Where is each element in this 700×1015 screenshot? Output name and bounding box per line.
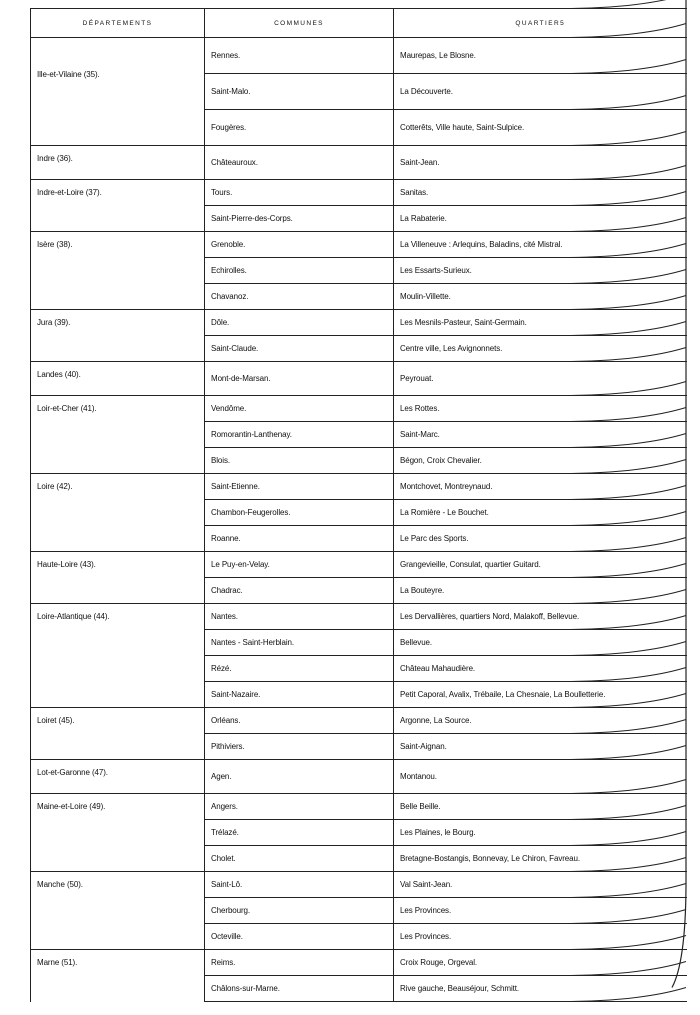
quartiers-cell: Les Provinces. bbox=[394, 898, 687, 924]
quartiers-cell: La Villeneuve : Arlequins, Baladins, cité Mistral. bbox=[394, 232, 687, 258]
commune-cell: Nantes. bbox=[205, 604, 394, 630]
commune-cell: Cherbourg. bbox=[205, 898, 394, 924]
quartiers-cell: Les Dervallières, quartiers Nord, Malakoff, Bellevue. bbox=[394, 604, 687, 630]
table-row bbox=[31, 474, 687, 500]
quartiers-cell: Grangevieille, Consulat, quartier Guitard. bbox=[394, 552, 687, 578]
document-page bbox=[30, 8, 687, 1002]
departement-cell: Loire-Atlantique (44). bbox=[31, 604, 205, 708]
quartiers-cell: Bellevue. bbox=[394, 630, 687, 656]
quartiers-table bbox=[30, 8, 687, 1002]
commune-cell: Echirolles. bbox=[205, 258, 394, 284]
commune-cell: Grenoble. bbox=[205, 232, 394, 258]
table-row bbox=[31, 232, 687, 258]
quartiers-cell: Les Provinces. bbox=[394, 924, 687, 950]
table-row bbox=[31, 310, 687, 336]
quartiers-cell: Montanou. bbox=[394, 760, 687, 794]
quartiers-cell: Les Mesnils-Pasteur, Saint-Germain. bbox=[394, 310, 687, 336]
departement-cell: Haute-Loire (43). bbox=[31, 552, 205, 604]
commune-cell: Châteauroux. bbox=[205, 146, 394, 180]
commune-cell: Rennes. bbox=[205, 38, 394, 74]
departement-cell: Ille-et-Vilaine (35). bbox=[31, 38, 205, 146]
departement-cell: Maine-et-Loire (49). bbox=[31, 794, 205, 872]
quartiers-cell: Argonne, La Source. bbox=[394, 708, 687, 734]
quartiers-cell: Montchovet, Montreynaud. bbox=[394, 474, 687, 500]
commune-cell: Chadrac. bbox=[205, 578, 394, 604]
commune-cell: Romorantin-Lanthenay. bbox=[205, 422, 394, 448]
quartiers-cell: Bretagne-Bostangis, Bonnevay, Le Chiron, Favreau. bbox=[394, 846, 687, 872]
quartiers-cell: Croix Rouge, Orgeval. bbox=[394, 950, 687, 976]
table-row bbox=[31, 872, 687, 898]
departement-cell: Manche (50). bbox=[31, 872, 205, 950]
table-row bbox=[31, 760, 687, 794]
quartiers-cell: La Romière - Le Bouchet. bbox=[394, 500, 687, 526]
commune-cell: Cholet. bbox=[205, 846, 394, 872]
departement-cell: Loire (42). bbox=[31, 474, 205, 552]
quartiers-cell: Centre ville, Les Avignonnets. bbox=[394, 336, 687, 362]
commune-cell: Chavanoz. bbox=[205, 284, 394, 310]
departement-cell: Indre (36). bbox=[31, 146, 205, 180]
header-quartiers: QUARTIER5 bbox=[394, 9, 687, 38]
commune-cell: Le Puy-en-Velay. bbox=[205, 552, 394, 578]
commune-cell: Dôle. bbox=[205, 310, 394, 336]
commune-cell: Orléans. bbox=[205, 708, 394, 734]
table-row bbox=[31, 146, 687, 180]
departement-cell: Jura (39). bbox=[31, 310, 205, 362]
table-row bbox=[31, 604, 687, 630]
quartiers-cell: Saint-Marc. bbox=[394, 422, 687, 448]
header-communes: COMMUNES bbox=[205, 9, 394, 38]
commune-cell: Nantes - Saint-Herblain. bbox=[205, 630, 394, 656]
table-row bbox=[31, 396, 687, 422]
quartiers-cell: Peyrouat. bbox=[394, 362, 687, 396]
table-header-row bbox=[31, 9, 687, 38]
commune-cell: Saint-Lô. bbox=[205, 872, 394, 898]
quartiers-cell: Saint-Jean. bbox=[394, 146, 687, 180]
commune-cell: Fougères. bbox=[205, 110, 394, 146]
commune-cell: Octeville. bbox=[205, 924, 394, 950]
quartiers-cell: Val Saint-Jean. bbox=[394, 872, 687, 898]
table-row bbox=[31, 794, 687, 820]
quartiers-cell: Belle Beille. bbox=[394, 794, 687, 820]
table-row bbox=[31, 552, 687, 578]
quartiers-cell: La Rabaterie. bbox=[394, 206, 687, 232]
quartiers-cell: Les Rottes. bbox=[394, 396, 687, 422]
quartiers-cell: Le Parc des Sports. bbox=[394, 526, 687, 552]
quartiers-cell: Petit Caporal, Avalix, Trébaile, La Chesnaie, La Boulletterie. bbox=[394, 682, 687, 708]
commune-cell: Blois. bbox=[205, 448, 394, 474]
quartiers-cell: Sanitas. bbox=[394, 180, 687, 206]
commune-cell: Agen. bbox=[205, 760, 394, 794]
commune-cell: Angers. bbox=[205, 794, 394, 820]
commune-cell: Saint-Malo. bbox=[205, 74, 394, 110]
departement-cell: Marne (51). bbox=[31, 950, 205, 1002]
commune-cell: Rézé. bbox=[205, 656, 394, 682]
commune-cell: Tours. bbox=[205, 180, 394, 206]
quartiers-cell: Les Plaines, le Bourg. bbox=[394, 820, 687, 846]
table-body bbox=[31, 38, 687, 1002]
departement-cell: Landes (40). bbox=[31, 362, 205, 396]
commune-cell: Saint-Claude. bbox=[205, 336, 394, 362]
commune-cell: Vendôme. bbox=[205, 396, 394, 422]
table-row bbox=[31, 180, 687, 206]
quartiers-cell: Rive gauche, Beauséjour, Schmitt. bbox=[394, 976, 687, 1002]
table-row bbox=[31, 362, 687, 396]
departement-cell: Lot-et-Garonne (47). bbox=[31, 760, 205, 794]
commune-cell: Roanne. bbox=[205, 526, 394, 552]
table-row bbox=[31, 708, 687, 734]
commune-cell: Saint-Pierre-des-Corps. bbox=[205, 206, 394, 232]
commune-cell: Pithiviers. bbox=[205, 734, 394, 760]
table-row bbox=[31, 38, 687, 74]
quartiers-cell: La Bouteyre. bbox=[394, 578, 687, 604]
commune-cell: Saint-Etienne. bbox=[205, 474, 394, 500]
commune-cell: Reims. bbox=[205, 950, 394, 976]
quartiers-cell: Château Mahaudière. bbox=[394, 656, 687, 682]
quartiers-cell: Cotterêts, Ville haute, Saint-Sulpice. bbox=[394, 110, 687, 146]
header-departements: DÉPARTEMENTS bbox=[31, 9, 205, 38]
commune-cell: Châlons-sur-Marne. bbox=[205, 976, 394, 1002]
quartiers-cell: La Découverte. bbox=[394, 74, 687, 110]
commune-cell: Saint-Nazaire. bbox=[205, 682, 394, 708]
departement-cell: Loiret (45). bbox=[31, 708, 205, 760]
commune-cell: Chambon-Feugerolles. bbox=[205, 500, 394, 526]
departement-cell: Isère (38). bbox=[31, 232, 205, 310]
quartiers-cell: Les Essarts-Surieux. bbox=[394, 258, 687, 284]
table-row bbox=[31, 950, 687, 976]
departement-cell: Indre-et-Loire (37). bbox=[31, 180, 205, 232]
quartiers-cell: Bégon, Croix Chevalier. bbox=[394, 448, 687, 474]
commune-cell: Mont-de-Marsan. bbox=[205, 362, 394, 396]
quartiers-cell: Moulin-Villette. bbox=[394, 284, 687, 310]
departement-cell: Loir-et-Cher (41). bbox=[31, 396, 205, 474]
quartiers-cell: Maurepas, Le Blosne. bbox=[394, 38, 687, 74]
commune-cell: Trélazé. bbox=[205, 820, 394, 846]
quartiers-cell: Saint-Aignan. bbox=[394, 734, 687, 760]
